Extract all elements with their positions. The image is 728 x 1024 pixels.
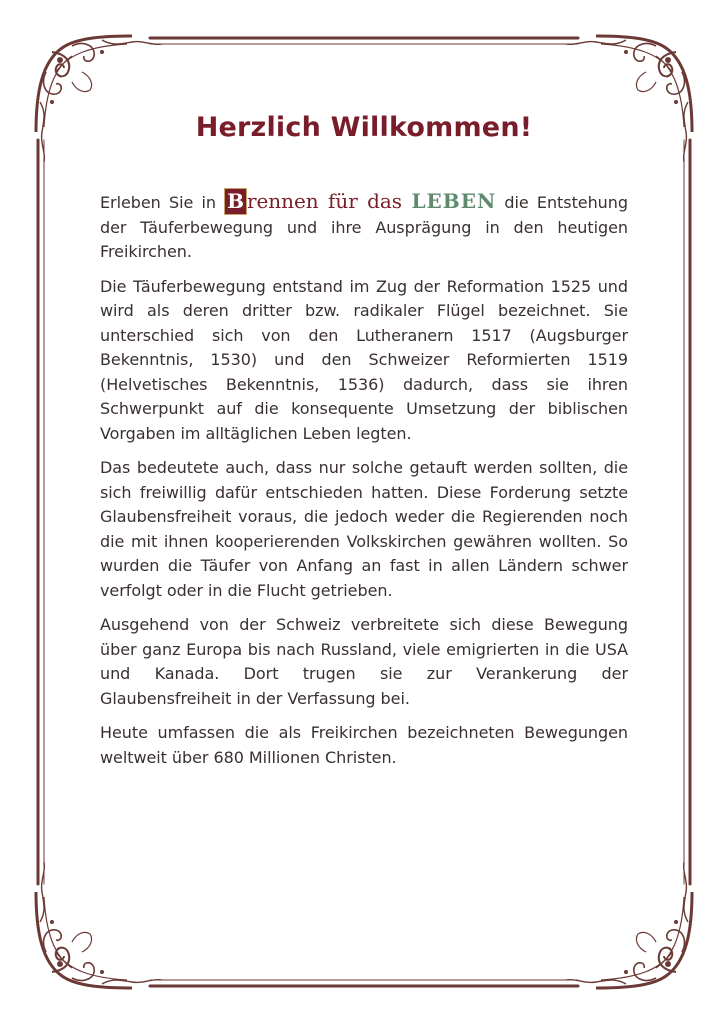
brand-initial: B	[224, 188, 247, 215]
intro-text-after: die Entstehung der Täuferbewegung und ihre Ausprägung in den heutigen Freikirchen.	[100, 193, 628, 261]
brand-logo	[224, 189, 496, 213]
paragraph-today: Heute umfassen die als Freikirchen bezeichneten Bewegungen weltweit über 680 Millionen Christen.	[100, 723, 628, 767]
page-content	[100, 108, 628, 780]
paragraph-reformation: Die Täuferbewegung entstand im Zug der Reformation 1525 und wird als deren dritter bzw. radikaler Flügel bezeichnet. Sie unterschied sich von den Lutheranern 1517 (Augsburger Bekenntnis, 1530) und den Schweizer Reformierten 1519 (Helvetisches Bekenntnis, 1536) dadurch, dass sie ihren Schwerpunkt auf die konsequente Umsetzung der biblischen Vorgaben im alltäglichen Leben legten.	[100, 276, 628, 443]
paragraph-baptism: Das bedeutete auch, dass nur solche getauft werden sollten, die sich freiwillig dafür entschieden hatten. Diese Forderung setzte Glaubensfreiheit voraus, die jedoch weder die Regierenden noch die mit ihnen kooperierenden Volkskirchen gewähren wollten. So wurden die Täufer von Anfang an fast in allen Ländern schwer verfolgt oder in die Flucht getrieben.	[100, 458, 628, 600]
intro-text-before: Erleben Sie in	[100, 193, 225, 212]
corner-ornament-bottom-left	[36, 862, 162, 988]
corner-ornament-bottom-right	[566, 862, 692, 988]
intro-paragraph	[100, 188, 628, 265]
paragraph-spread: Ausgehend von der Schweiz verbreitete sich diese Bewegung über ganz Europa bis nach Russland, viele emigrierten in die USA und Kanada. Dort trugen sie zur Verankerung der Glaubensfreiheit in der Verfassung bei.	[100, 615, 628, 708]
page-title: Herzlich Willkommen!	[195, 112, 533, 143]
brand-text: rennen für das	[246, 189, 412, 213]
brand-leben: LEBEN	[411, 189, 497, 213]
